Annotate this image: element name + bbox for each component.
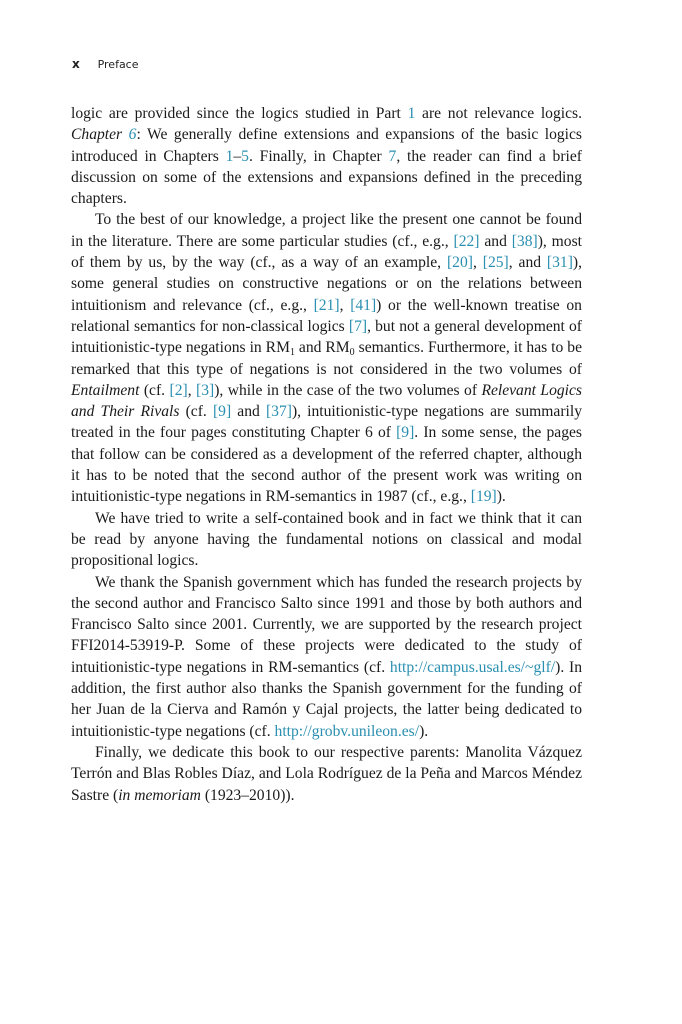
citation-7[interactable]: [7]	[348, 317, 368, 335]
body-text	[71, 103, 582, 806]
ref-part-1[interactable]: 1	[407, 105, 416, 122]
citation-9-second[interactable]: [9]	[396, 424, 415, 442]
citation-21[interactable]: [21]	[313, 296, 340, 314]
paragraph-5: Finally, we dedicate this book to our respective parents: Manolita Vázquez Terrón and Blas Robles Díaz, and Lola Rodríguez de la Peña and Marcos Méndez Sastre (in memoriam (1923–2010)).	[71, 743, 582, 804]
citation-9[interactable]: [9]	[212, 403, 232, 421]
citation-22[interactable]: [22]	[453, 232, 480, 250]
ref-chapter-5[interactable]: 5	[241, 147, 249, 165]
link-unileon[interactable]: http://grobv.unileon.es/	[274, 722, 420, 740]
citation-3[interactable]: [3]	[196, 381, 215, 399]
running-title: Preface	[97, 58, 139, 71]
citation-19[interactable]: [19]	[470, 488, 497, 506]
citation-38[interactable]: [38]	[511, 232, 538, 250]
citation-2[interactable]: [2]	[169, 381, 188, 399]
ref-chapter-1[interactable]: 1	[225, 147, 234, 165]
page-number: x	[72, 57, 80, 71]
paragraph-2: To the best of our knowledge, a project like the present one cannot be found in the literature. There are some particular studies (cf., e.g., [22] and [38]), most of them by us, by the way (cf., as a way of an example, [20], [25], and [31]), some general studies on constructive negations or on the relations between intuitionism and relevance (cf., e.g., [21], [41]) or the well-known treatise on relational semantics for non-classical logics [7], but not a general development of intuitionistic-type negations in $RM_1$ and $RM_0$ semantics. Furthermore, it has to be remarked that this type of negations is not considered in the two volumes of Entailment (cf. [2], [3]), while in the case of the two volumes of Relevant Logics and Their Rivals (cf. [9] and [37]), intuitionistic-type negations are summarily treated in the four pages constituting Chapter 6 of [9]. In some sense, the pages that follow can be considered as a development of the referred chapter, although it has to be noted that the second author of the present work was writing on intuitionistic-type negations in RM-semantics in 1987 (cf., e.g., [19]).	[71, 211, 583, 506]
paragraph-1: logic are provided since the logics studied in Part 1 are not relevance logics. Chapter 6: We generally define extensions and expansions of the basic logics introduced in Chapters 1–5. Finally, in Chapter 7, the reader can find a brief discussion on some of the extensions and expansions defined in the preceding chapters.	[71, 105, 583, 208]
link-usal[interactable]: http://campus.usal.es/~glf/	[389, 658, 556, 676]
citation-25[interactable]: [25]	[482, 254, 509, 272]
running-head	[72, 57, 139, 71]
citation-31[interactable]: [31]	[546, 254, 573, 272]
citation-20[interactable]: [20]	[446, 254, 473, 272]
paragraph-3: We have tried to write a self-contained book and in fact we think that it can be read by anyone having the fundamental notions on classical and modal propositional logics.	[71, 509, 582, 570]
citation-41[interactable]: [41]	[350, 296, 377, 314]
paragraph-4: We thank the Spanish government which has funded the research projects by the second author and Francisco Salto since 1991 and those by both authors and Francisco Salto since 2001. Currently, we are supported by the research project FFI2014-53919-P. Some of these projects were dedicated to the study of intuitionistic-type negations in RM-semantics (cf. http://campus.usal.es/~glf/). In addition, the first author also thanks the Spanish government for the funding of her Juan de la Cierva and Ramón y Cajal projects, the latter being dedicated to intuitionistic-type negations (cf. http://grobv.unileon.es/).	[71, 573, 582, 740]
citation-37[interactable]: [37]	[265, 403, 292, 421]
ref-chapter-7[interactable]: 7	[388, 147, 397, 165]
ref-chapter-6[interactable]: 6	[128, 126, 137, 144]
